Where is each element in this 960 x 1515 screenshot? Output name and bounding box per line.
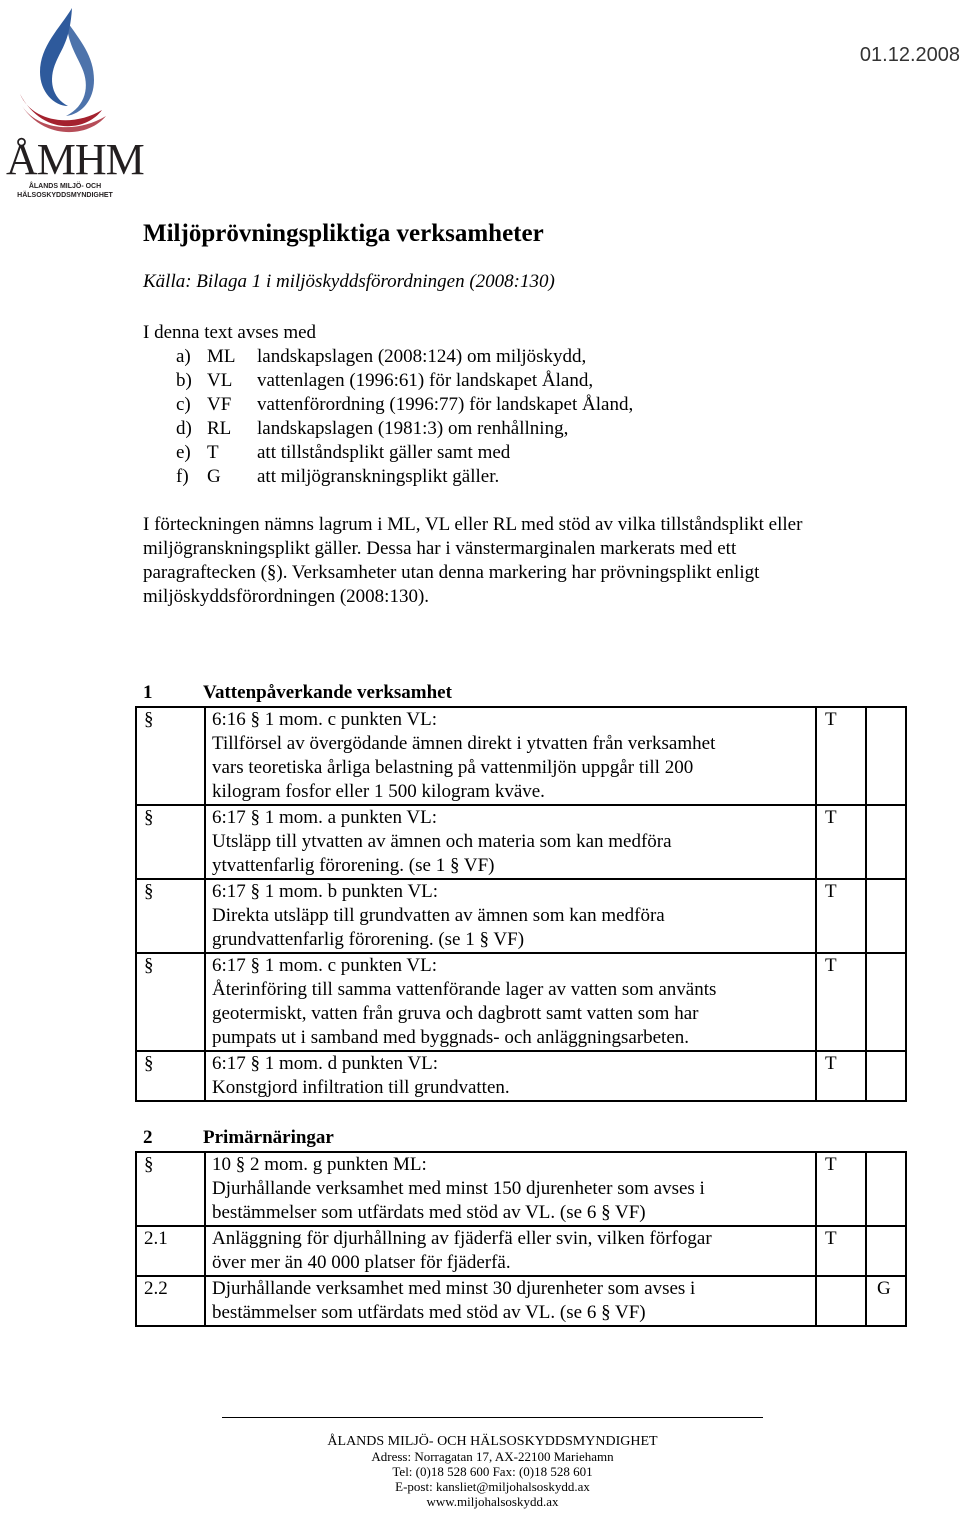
footer-email: E-post: kansliet@miljohalsoskydd.ax bbox=[395, 1479, 590, 1494]
abbreviation-item: b) VL vattenlagen (1996:61) för landskapet Åland, bbox=[176, 370, 594, 391]
table-row: § 6:17 § 1 mom. c punkten VL: Återinföring till samma vattenförande lager av vatten som använts geotermiskt, vatten från gruva och dagbrott samt vatten som har pumpats ut i samband med byggnads- och anläggningsarbeten. T bbox=[136, 953, 906, 1051]
explanation-paragraph: I förteckningen nämns lagrum i ML, VL eller RL med stöd av vilka tillståndsplikt eller miljögranskningsplikt gäller. Dessa har i vänstermarginalen markerats med ett paragraftecken (§). Verksamheter utan denna markering har prövningsplikt enligt miljöskyddsförordningen (2008:130). bbox=[143, 514, 803, 607]
footer bbox=[0, 1434, 960, 1509]
regulation-table bbox=[135, 706, 907, 1102]
document-date: 01.12.2008 bbox=[859, 44, 960, 66]
abbreviation-item: e) T att tillståndsplikt gäller samt med bbox=[176, 442, 511, 463]
section-heading: 2 Primärnäringar bbox=[143, 1127, 334, 1148]
logo-subtitle-1: ÅLANDS MILJÖ- OCH bbox=[28, 183, 102, 190]
logo-letters: ÅMHM bbox=[6, 135, 144, 184]
flame-drop-icon bbox=[2, 6, 126, 146]
footer-divider bbox=[222, 1417, 763, 1418]
abbreviation-item: c) VF vattenförordning (1996:77) för landskapet Åland, bbox=[176, 394, 634, 415]
regulation-table bbox=[135, 1151, 907, 1327]
intro-text: I denna text avses med bbox=[143, 322, 317, 343]
page-title: Miljöprövningspliktiga verksamheter bbox=[143, 220, 544, 247]
table-row: § 6:16 § 1 mom. c punkten VL: Tillförsel av övergödande ämnen direkt i ytvatten från verksamhet vars teoretiska årliga belastning på vattenmiljön uppgår till 200 kilogram fosfor eller 1 500 kilogram kväve. T bbox=[136, 707, 906, 805]
logo-subtitle-2: HÄLSOSKYDDSMYNDIGHET bbox=[17, 192, 113, 199]
footer-phone: Tel: (0)18 528 600 Fax: (0)18 528 601 bbox=[392, 1464, 593, 1479]
table-row: § 6:17 § 1 mom. d punkten VL: Konstgjord infiltration till grundvatten. T bbox=[136, 1051, 906, 1101]
abbreviation-item: a) ML landskapslagen (2008:124) om miljöskydd, bbox=[176, 346, 587, 367]
abbreviation-item: f) G att miljögranskningsplikt gäller. bbox=[176, 466, 500, 487]
table-row: § 6:17 § 1 mom. b punkten VL: Direkta utsläpp till grundvatten av ämnen som kan medföra grundvattenfarlig förorening. (se 1 § VF) T bbox=[136, 879, 906, 953]
footer-org: ÅLANDS MILJÖ- OCH HÄLSOSKYDDSMYNDIGHET bbox=[327, 1434, 658, 1449]
source-line: Källa: Bilaga 1 i miljöskyddsförordningen (2008:130) bbox=[143, 271, 555, 292]
agency-logo bbox=[2, 6, 144, 202]
table-row: § 6:17 § 1 mom. a punkten VL: Utsläpp till ytvatten av ämnen och materia som kan medföra ytvattenfarlig förorening. (se 1 § VF) T bbox=[136, 805, 906, 879]
footer-web: www.miljohalsoskydd.ax bbox=[426, 1494, 559, 1509]
section-heading: 1 Vattenpåverkande verksamhet bbox=[143, 682, 452, 703]
footer-address: Adress: Norragatan 17, AX-22100 Mariehamn bbox=[371, 1449, 614, 1464]
table-row: § 10 § 2 mom. g punkten ML: Djurhållande verksamhet med minst 150 djurenheter som avses i bestämmelser som utfärdats med stöd av VL. (se 6 § VF) T bbox=[136, 1152, 906, 1226]
abbreviation-item: d) RL landskapslagen (1981:3) om renhållning, bbox=[176, 418, 569, 439]
abbreviation-list bbox=[176, 345, 633, 489]
table-row: 2.2 Djurhållande verksamhet med minst 30 djurenheter som avses i bestämmelser som utfärdats med stöd av VL. (se 6 § VF) G bbox=[136, 1276, 906, 1326]
table-row: 2.1 Anläggning för djurhållning av fjäderfä eller svin, vilken förfogar över mer än 40 000 platser för fjäderfä. T bbox=[136, 1226, 906, 1276]
